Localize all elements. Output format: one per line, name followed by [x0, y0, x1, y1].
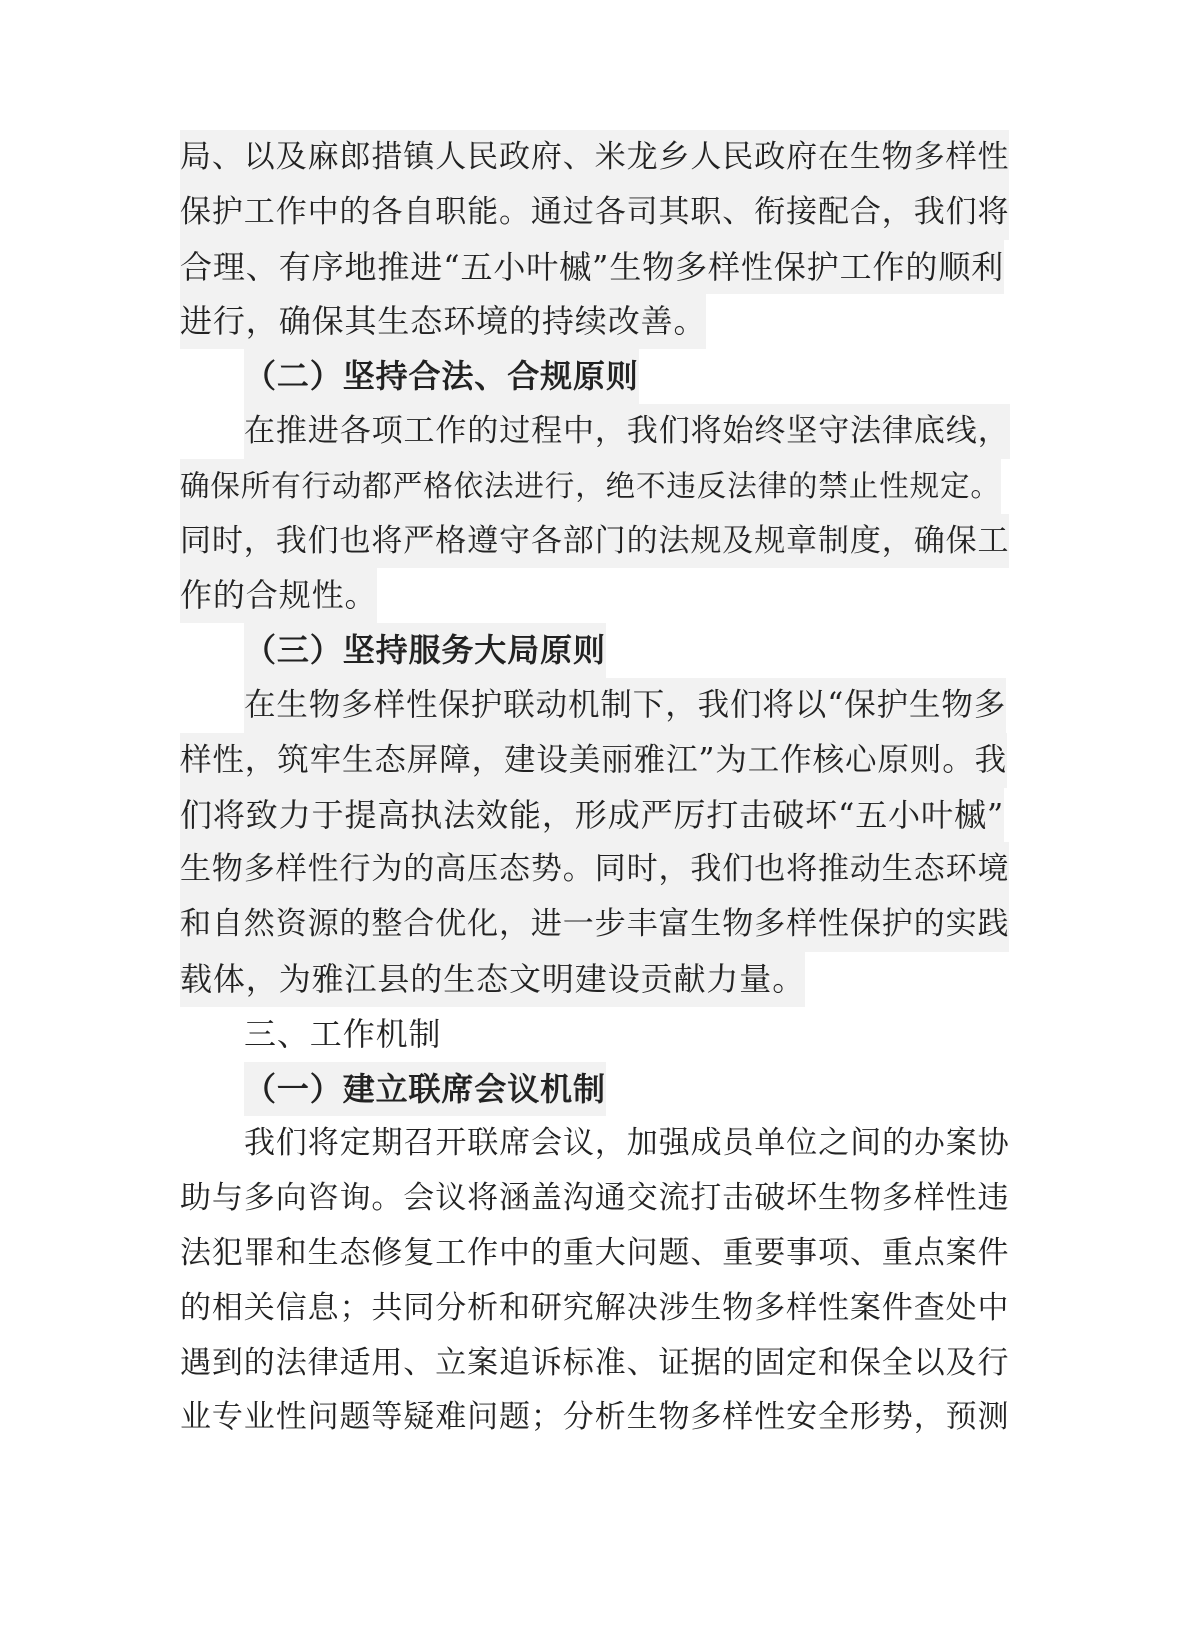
paragraph-line — [180, 1226, 1010, 1281]
paragraph-line — [180, 568, 1010, 623]
paragraph-line — [180, 1390, 1010, 1445]
line-text: 在生物多样性保护联动机制下，我们将以“保护生物多 — [244, 678, 1006, 733]
line-text: 进行，确保其生态环境的持续改善。 — [180, 294, 706, 349]
line-text: 在推进各项工作的过程中，我们将始终坚守法律底线， — [244, 404, 1010, 459]
paragraph-line — [180, 1116, 1010, 1171]
paragraph-line — [180, 1171, 1010, 1226]
line-text: 同时，我们也将严格遵守各部门的法规及规章制度，确保工 — [180, 514, 1009, 569]
paragraph-line — [180, 404, 1010, 459]
line-text: 确保所有行动都严格依法进行，绝不违反法律的禁止性规定。 — [180, 459, 1001, 514]
paragraph-line — [180, 1336, 1010, 1391]
heading-text: 三、工作机制 — [244, 1014, 442, 1053]
line-text: 的相关信息；共同分析和研究解决涉生物多样性案件查处中 — [180, 1289, 1010, 1326]
paragraph-line — [180, 1281, 1010, 1336]
line-text: 保护工作中的各自职能。通过各司其职、衔接配合，我们将 — [180, 185, 1009, 240]
paragraph-line — [180, 240, 1010, 295]
paragraph-line — [180, 842, 1010, 897]
paragraph-line — [180, 952, 1010, 1007]
section-heading — [180, 623, 1010, 678]
heading-text: （三）坚持服务大局原则 — [244, 623, 606, 678]
line-text: 遇到的法律适用、立案追诉标准、证据的固定和保全以及行 — [180, 1344, 1010, 1381]
paragraph-line — [180, 678, 1010, 733]
paragraph-line — [180, 294, 1010, 349]
line-text: 生物多样性行为的高压态势。同时，我们也将推动生态环境 — [180, 842, 1009, 897]
document-body — [180, 130, 1010, 1445]
heading-text: （二）坚持合法、合规原则 — [244, 349, 639, 404]
line-text: 合理、有序地推进“五小叶槭”生物多样性保护工作的顺利 — [180, 240, 1004, 295]
line-text: 局、以及麻郎措镇人民政府、米龙乡人民政府在生物多样性 — [180, 130, 1009, 185]
paragraph-line — [180, 130, 1010, 185]
heading-text: （一）建立联席会议机制 — [244, 1062, 606, 1117]
line-text: 作的合规性。 — [180, 568, 377, 623]
line-text: 载体，为雅江县的生态文明建设贡献力量。 — [180, 952, 805, 1007]
line-text: 样性，筑牢生态屏障，建设美丽雅江”为工作核心原则。我 — [180, 733, 1007, 788]
chapter-heading — [180, 1007, 1010, 1062]
paragraph-line — [180, 897, 1010, 952]
paragraph-line — [180, 733, 1010, 788]
line-text: 们将致力于提高执法效能，形成严厉打击破坏“五小叶槭” — [180, 788, 1004, 843]
line-text: 和自然资源的整合优化，进一步丰富生物多样性保护的实践 — [180, 897, 1009, 952]
line-text: 我们将定期召开联席会议，加强成员单位之间的办案协 — [244, 1125, 1010, 1162]
line-text: 助与多向咨询。会议将涵盖沟通交流打击破坏生物多样性违 — [180, 1180, 1010, 1217]
line-text: 业专业性问题等疑难问题；分析生物多样性安全形势，预测 — [180, 1399, 1010, 1436]
paragraph-line — [180, 788, 1010, 843]
section-heading — [180, 1062, 1010, 1117]
line-text: 法犯罪和生态修复工作中的重大问题、重要事项、重点案件 — [180, 1234, 1010, 1271]
paragraph-line — [180, 185, 1010, 240]
paragraph-line — [180, 514, 1010, 569]
section-heading — [180, 349, 1010, 404]
paragraph-line — [180, 459, 1010, 514]
